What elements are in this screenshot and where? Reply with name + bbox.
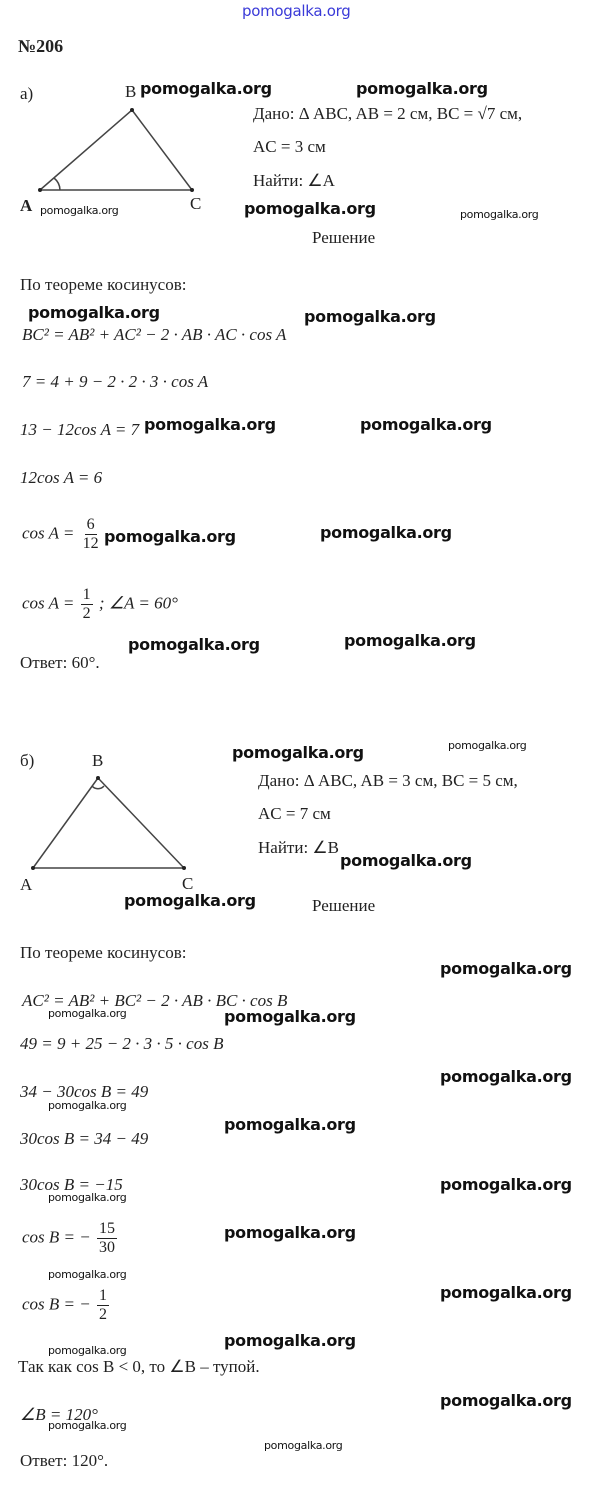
part-b-label: б) bbox=[20, 751, 35, 770]
watermark: pomogalka.org bbox=[304, 307, 436, 326]
solution-heading: Решение bbox=[312, 228, 376, 247]
watermark: pomogalka.org bbox=[48, 1191, 127, 1204]
given-line-2: AC = 3 см bbox=[253, 137, 326, 156]
watermark: pomogalka.org bbox=[440, 1283, 572, 1302]
equation: 13 − 12cos A = 7 bbox=[20, 420, 140, 439]
vertex-a-label: A bbox=[20, 196, 33, 215]
watermark: pomogalka.org bbox=[440, 1067, 572, 1086]
find-line: Найти: ∠A bbox=[253, 171, 335, 190]
watermark: pomogalka.org bbox=[28, 303, 160, 322]
eq-left: cos B = − bbox=[22, 1294, 91, 1314]
equation: ∠B = 120° bbox=[20, 1405, 98, 1424]
equation: 49 = 9 + 25 − 2 · 3 · 5 · cos B bbox=[20, 1034, 224, 1053]
watermark: pomogalka.org bbox=[448, 739, 527, 752]
watermark: pomogalka.org bbox=[320, 523, 452, 542]
eq-left: cos A = bbox=[22, 593, 75, 613]
eq-left: cos B = − bbox=[22, 1227, 91, 1247]
triangle-abc-b bbox=[33, 778, 184, 868]
watermark: pomogalka.org bbox=[360, 415, 492, 434]
watermark: pomogalka.org bbox=[356, 79, 488, 98]
equation: 30cos B = 34 − 49 bbox=[20, 1129, 149, 1148]
watermark: pomogalka.org bbox=[340, 851, 472, 870]
vertex-a-label: A bbox=[20, 875, 33, 894]
watermark: pomogalka.org bbox=[124, 891, 256, 910]
equation-fraction bbox=[22, 516, 103, 553]
find-line: Найти: ∠B bbox=[258, 838, 339, 857]
watermark: pomogalka.org bbox=[440, 1391, 572, 1410]
equation: AC² = AB² + BC² − 2 · AB · BC · cos B bbox=[22, 991, 288, 1010]
problem-number: №206 bbox=[18, 36, 64, 56]
fraction: $\frac{1}{2}$ bbox=[82, 586, 91, 622]
fraction: $\frac{6}{12}$ bbox=[82, 516, 99, 552]
given-line-1: Дано: Δ ABC, AB = 2 см, BC = √7 см, bbox=[253, 104, 523, 123]
answer: Ответ: 120°. bbox=[20, 1451, 109, 1470]
triangle-abc-a bbox=[40, 110, 192, 190]
equation: 30cos B = −15 bbox=[20, 1175, 123, 1194]
given-line-2: AC = 7 см bbox=[258, 804, 331, 823]
watermark: pomogalka.org bbox=[40, 204, 119, 217]
conclusion: Так как cos B < 0, то ∠B – тупой. bbox=[18, 1357, 260, 1376]
given-line-1: Дано: Δ ABC, AB = 3 см, BC = 5 см, bbox=[258, 771, 518, 790]
watermark: pomogalka.org bbox=[242, 2, 351, 20]
equation: 12cos A = 6 bbox=[20, 468, 103, 487]
watermark: pomogalka.org bbox=[244, 199, 376, 218]
watermark: pomogalka.org bbox=[48, 1007, 127, 1020]
watermark: pomogalka.org bbox=[48, 1268, 127, 1281]
equation: BC² = AB² + AC² − 2 · AB · AC · cos A bbox=[22, 325, 287, 344]
equation: 7 = 4 + 9 − 2 · 2 · 3 · cos A bbox=[22, 372, 209, 391]
watermark: pomogalka.org bbox=[128, 635, 260, 654]
watermark: pomogalka.org bbox=[264, 1439, 343, 1452]
theorem-line: По теореме косинусов: bbox=[20, 275, 187, 294]
fraction: $\frac{1}{2}$ bbox=[99, 1287, 107, 1323]
angle-b-arc bbox=[92, 786, 104, 789]
solution-heading: Решение bbox=[312, 896, 376, 915]
equation-fraction bbox=[22, 1220, 119, 1257]
vertex-b-label: B bbox=[92, 751, 104, 770]
answer: Ответ: 60°. bbox=[20, 653, 100, 672]
watermark: pomogalka.org bbox=[224, 1223, 356, 1242]
watermark: pomogalka.org bbox=[224, 1115, 356, 1134]
watermark: pomogalka.org bbox=[440, 959, 572, 978]
watermark: pomogalka.org bbox=[440, 1175, 572, 1194]
part-a-label: а) bbox=[20, 84, 34, 103]
watermark: pomogalka.org bbox=[224, 1331, 356, 1350]
watermark: pomogalka.org bbox=[48, 1419, 127, 1432]
watermark: pomogalka.org bbox=[104, 527, 236, 546]
vertex-c-label: C bbox=[190, 194, 202, 213]
watermark: pomogalka.org bbox=[460, 208, 539, 221]
watermark: pomogalka.org bbox=[344, 631, 476, 650]
fraction: $\frac{15}{30}$ bbox=[99, 1220, 115, 1256]
vertex-c-label: C bbox=[182, 874, 194, 893]
theorem-line: По теореме косинусов: bbox=[20, 943, 187, 962]
equation: 34 − 30cos B = 49 bbox=[20, 1082, 149, 1101]
vertex-b-label: B bbox=[125, 82, 137, 101]
watermark: pomogalka.org bbox=[144, 415, 276, 434]
equation-fraction bbox=[22, 586, 178, 623]
eq-right: ; ∠A = 60° bbox=[98, 593, 178, 613]
watermark: pomogalka.org bbox=[232, 743, 364, 762]
watermark: pomogalka.org bbox=[48, 1344, 127, 1357]
angle-a-arc bbox=[54, 178, 60, 190]
watermark: pomogalka.org bbox=[224, 1007, 356, 1026]
watermark: pomogalka.org bbox=[140, 79, 272, 98]
equation-fraction bbox=[22, 1287, 111, 1324]
watermark: pomogalka.org bbox=[48, 1099, 127, 1112]
eq-left: cos A = bbox=[22, 523, 75, 543]
